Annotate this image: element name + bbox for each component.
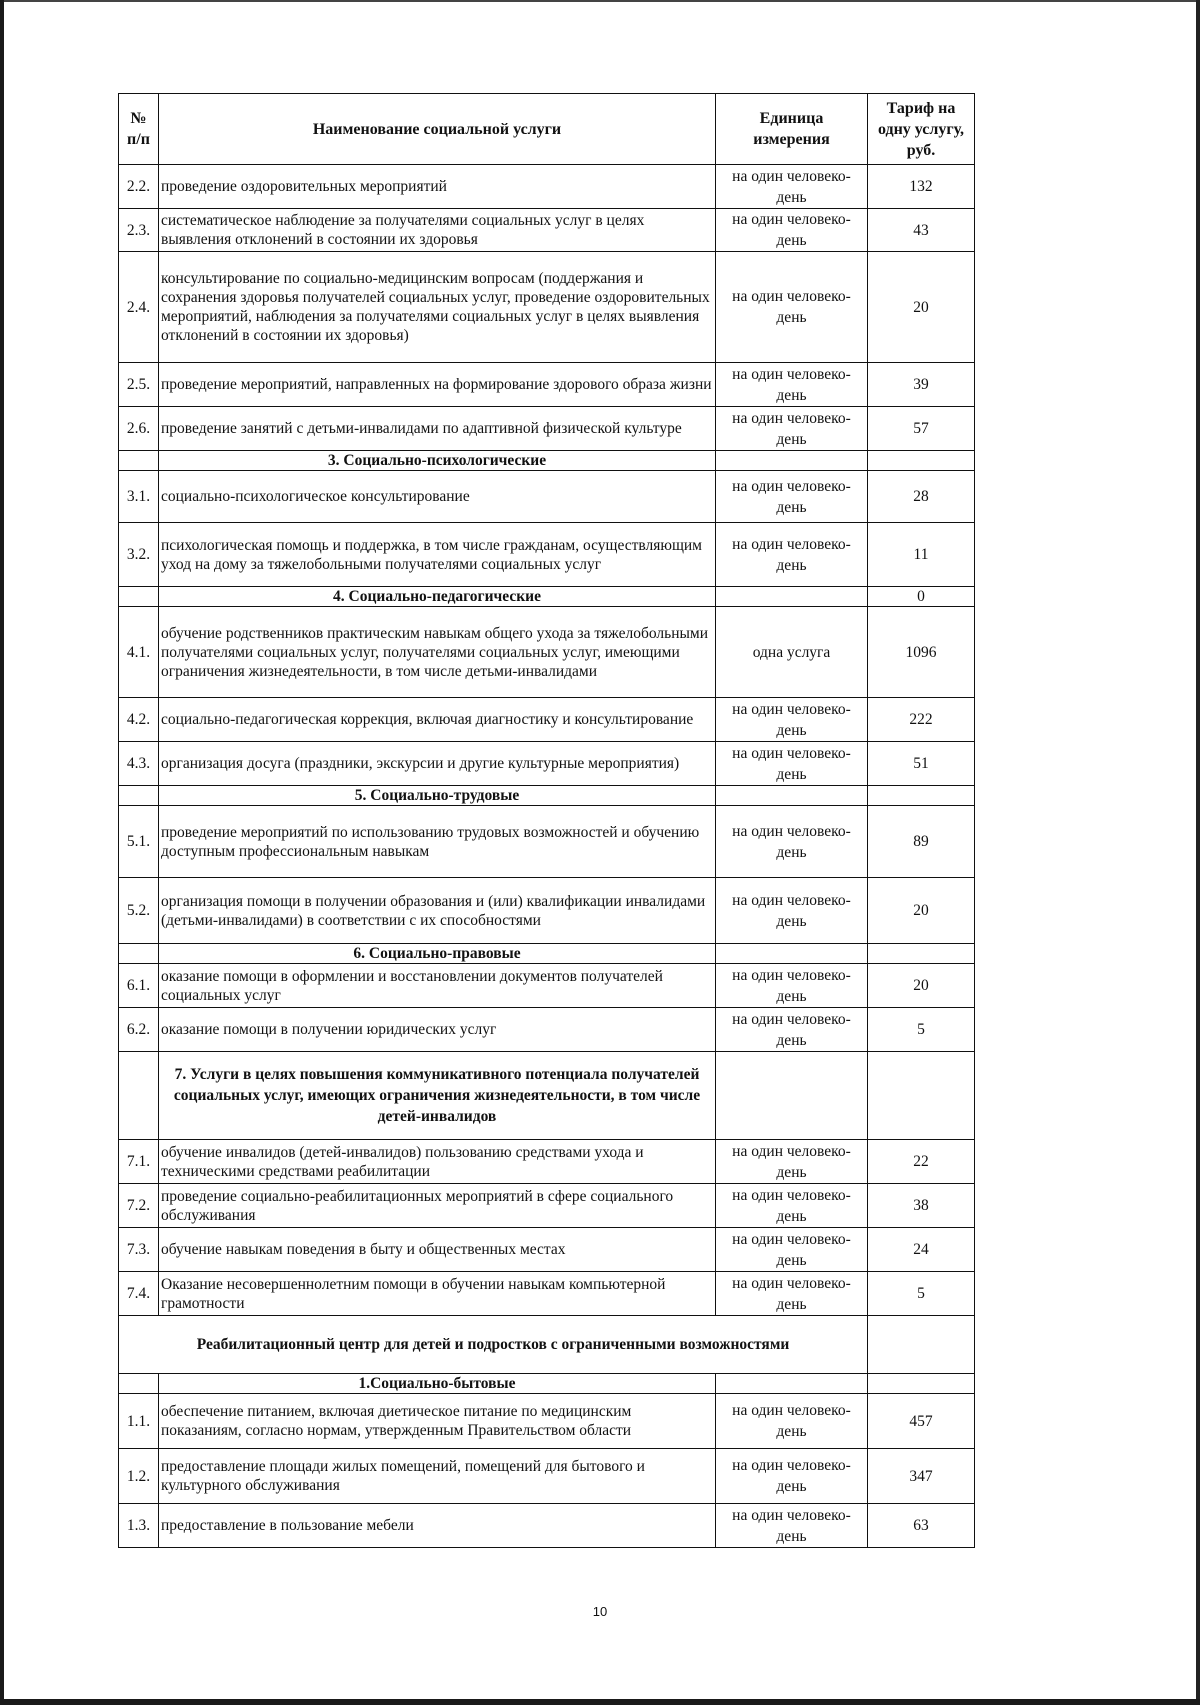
- row-number: 2.3.: [119, 209, 159, 252]
- tariff-value: 38: [868, 1184, 975, 1228]
- section-row: [119, 1052, 975, 1140]
- table-row: [119, 878, 975, 944]
- service-name: проведение мероприятий, направленных на формирование здорового образа жизни: [159, 363, 716, 407]
- row-number: 3.2.: [119, 523, 159, 587]
- tariff-value: 222: [868, 698, 975, 742]
- row-number: 2.5.: [119, 363, 159, 407]
- section-title: 4. Социально-педагогические: [159, 587, 716, 607]
- row-number: 1.2.: [119, 1449, 159, 1504]
- unit-of-measure: на один человеко- день: [716, 1140, 868, 1184]
- unit-of-measure: на один человеко- день: [716, 363, 868, 407]
- service-name: предоставление в пользование мебели: [159, 1504, 716, 1548]
- page-number: 10: [592, 1604, 608, 1619]
- tariff-value: 39: [868, 363, 975, 407]
- section-title: 6. Социально-правовые: [159, 944, 716, 964]
- row-number: 2.2.: [119, 165, 159, 209]
- tariff-value: 63: [868, 1504, 975, 1548]
- section-unit-cell: [716, 786, 868, 806]
- table-body: [119, 165, 975, 1548]
- section-number-cell: [119, 451, 159, 471]
- row-number: 3.1.: [119, 471, 159, 523]
- row-number: 6.1.: [119, 964, 159, 1008]
- tariff-value: 43: [868, 209, 975, 252]
- section-title: 5. Социально-трудовые: [159, 786, 716, 806]
- section-number-cell: [119, 1052, 159, 1140]
- organization-row: [119, 1316, 975, 1374]
- service-name: социально-психологическое консультирование: [159, 471, 716, 523]
- table-row: [119, 1228, 975, 1272]
- row-number: 7.2.: [119, 1184, 159, 1228]
- table-row: [119, 806, 975, 878]
- row-number: 2.4.: [119, 252, 159, 363]
- service-name: проведение занятий с детьми-инвалидами по адаптивной физической культуре: [159, 407, 716, 451]
- unit-of-measure: на один человеко- день: [716, 698, 868, 742]
- row-number: 7.3.: [119, 1228, 159, 1272]
- section-row: [119, 587, 975, 607]
- section-tariff-cell: 0: [868, 587, 975, 607]
- section-unit-cell: [716, 587, 868, 607]
- table-row: [119, 1272, 975, 1316]
- unit-of-measure: на один человеко- день: [716, 1228, 868, 1272]
- table-row: [119, 964, 975, 1008]
- table-row: [119, 363, 975, 407]
- section-row: [119, 1374, 975, 1394]
- service-name: социально-педагогическая коррекция, включая диагностику и консультирование: [159, 698, 716, 742]
- row-number: 7.1.: [119, 1140, 159, 1184]
- table-row: [119, 209, 975, 252]
- header-unit: Единица измерения: [716, 94, 868, 165]
- service-name: обучение инвалидов (детей-инвалидов) пользованию средствами ухода и техническими средствами реабилитации: [159, 1140, 716, 1184]
- row-number: 1.3.: [119, 1504, 159, 1548]
- service-name: консультирование по социально-медицинским вопросам (поддержания и сохранения здоровья получателей социальных услуг, проведение оздоровительных мероприятий, наблюдения за получателями социальных услуг в целях выявления отклонений в состоянии их здоровья): [159, 252, 716, 363]
- service-name: проведение социально-реабилитационных мероприятий в сфере социального обслуживания: [159, 1184, 716, 1228]
- tariff-value: 20: [868, 964, 975, 1008]
- row-number: 2.6.: [119, 407, 159, 451]
- table-row: [119, 252, 975, 363]
- tariff-value: 132: [868, 165, 975, 209]
- service-name: оказание помощи в получении юридических услуг: [159, 1008, 716, 1052]
- table-row: [119, 698, 975, 742]
- service-name: организация помощи в получении образования и (или) квалификации инвалидами (детьми-инвалидами) в соответствии с их способностями: [159, 878, 716, 944]
- section-number-cell: [119, 944, 159, 964]
- unit-of-measure: на один человеко- день: [716, 1008, 868, 1052]
- unit-of-measure: на один человеко- день: [716, 964, 868, 1008]
- service-name: проведение мероприятий по использованию трудовых возможностей и обучению доступным профессиональным навыкам: [159, 806, 716, 878]
- unit-of-measure: на один человеко- день: [716, 878, 868, 944]
- organization-title: Реабилитационный центр для детей и подростков с ограниченными возможностями: [119, 1316, 868, 1374]
- table-row: [119, 165, 975, 209]
- table-row: [119, 407, 975, 451]
- section-tariff-cell: [868, 944, 975, 964]
- table-row: [119, 742, 975, 786]
- unit-of-measure: на один человеко- день: [716, 209, 868, 252]
- unit-of-measure: на один человеко- день: [716, 1504, 868, 1548]
- table-row: [119, 1140, 975, 1184]
- service-name: оказание помощи в оформлении и восстановлении документов получателей социальных услуг: [159, 964, 716, 1008]
- unit-of-measure: на один человеко- день: [716, 407, 868, 451]
- service-name: систематическое наблюдение за получателями социальных услуг в целях выявления отклонений в состоянии их здоровья: [159, 209, 716, 252]
- section-row: [119, 451, 975, 471]
- tariff-value: 28: [868, 471, 975, 523]
- row-number: 1.1.: [119, 1394, 159, 1449]
- unit-of-measure: на один человеко- день: [716, 806, 868, 878]
- header-name: Наименование социальной услуги: [159, 94, 716, 165]
- tariff-value: 1096: [868, 607, 975, 698]
- section-number-cell: [119, 1374, 159, 1394]
- unit-of-measure: на один человеко- день: [716, 165, 868, 209]
- unit-of-measure: на один человеко- день: [716, 523, 868, 587]
- table-row: [119, 1184, 975, 1228]
- tariff-value: 20: [868, 252, 975, 363]
- section-unit-cell: [716, 451, 868, 471]
- unit-of-measure: на один человеко- день: [716, 1272, 868, 1316]
- tariff-value: 24: [868, 1228, 975, 1272]
- tariff-value: 51: [868, 742, 975, 786]
- section-row: [119, 786, 975, 806]
- section-number-cell: [119, 587, 159, 607]
- unit-of-measure: одна услуга: [716, 607, 868, 698]
- scan-edge-top: [0, 0, 1200, 2]
- header-num: № п/п: [119, 94, 159, 165]
- tariff-value: 22: [868, 1140, 975, 1184]
- section-tariff-cell: [868, 1374, 975, 1394]
- service-name: проведение оздоровительных мероприятий: [159, 165, 716, 209]
- tariff-value: 457: [868, 1394, 975, 1449]
- row-number: 4.3.: [119, 742, 159, 786]
- row-number: 4.1.: [119, 607, 159, 698]
- service-name: обеспечение питанием, включая диетическое питание по медицинским показаниям, согласно нормам, утвержденным Правительством области: [159, 1394, 716, 1449]
- section-tariff-cell: [868, 451, 975, 471]
- table-row: [119, 1504, 975, 1548]
- table-row: [119, 607, 975, 698]
- section-unit-cell: [716, 1052, 868, 1140]
- table-row: [119, 1008, 975, 1052]
- section-unit-cell: [716, 944, 868, 964]
- section-title: 1.Социально-бытовые: [159, 1374, 716, 1394]
- tariff-value: 89: [868, 806, 975, 878]
- row-number: 6.2.: [119, 1008, 159, 1052]
- table-header-row: [119, 94, 975, 165]
- section-unit-cell: [716, 1374, 868, 1394]
- table-row: [119, 471, 975, 523]
- row-number: 7.4.: [119, 1272, 159, 1316]
- scan-edge-bottom: [0, 1699, 1200, 1705]
- service-name: предоставление площади жилых помещений, помещений для бытового и культурного обслуживания: [159, 1449, 716, 1504]
- unit-of-measure: на один человеко- день: [716, 471, 868, 523]
- unit-of-measure: на один человеко- день: [716, 1184, 868, 1228]
- table-row: [119, 1449, 975, 1504]
- table-row: [119, 523, 975, 587]
- row-number: 5.2.: [119, 878, 159, 944]
- unit-of-measure: на один человеко- день: [716, 742, 868, 786]
- service-name: Оказание несовершеннолетним помощи в обучении навыкам компьютерной грамотности: [159, 1272, 716, 1316]
- scan-edge-left: [0, 0, 4, 1705]
- service-name: психологическая помощь и поддержка, в том числе гражданам, осуществляющим уход на дому за тяжелобольными получателями социальных услуг: [159, 523, 716, 587]
- tariff-table: [118, 93, 975, 1548]
- section-row: [119, 944, 975, 964]
- section-number-cell: [119, 786, 159, 806]
- section-title: 7. Услуги в целях повышения коммуникативного потенциала получателей социальных услуг, имеющих ограничения жизнедеятельности, в том числе детей-инвалидов: [159, 1052, 716, 1140]
- service-name: обучение родственников практическим навыкам общего ухода за тяжелобольными получателями социальных услуг, получателями социальных услуг, имеющими ограничения жизнедеятельности, в том числе детьми-инвалидами: [159, 607, 716, 698]
- header-tariff: Тариф на одну услугу, руб.: [868, 94, 975, 165]
- service-name: обучение навыкам поведения в быту и общественных местах: [159, 1228, 716, 1272]
- tariff-value: 347: [868, 1449, 975, 1504]
- organization-tariff-cell: [868, 1316, 975, 1374]
- unit-of-measure: на один человеко- день: [716, 252, 868, 363]
- table-row: [119, 1394, 975, 1449]
- tariff-value: 20: [868, 878, 975, 944]
- section-tariff-cell: [868, 1052, 975, 1140]
- section-title: 3. Социально-психологические: [159, 451, 716, 471]
- tariff-value: 5: [868, 1008, 975, 1052]
- row-number: 5.1.: [119, 806, 159, 878]
- unit-of-measure: на один человеко- день: [716, 1394, 868, 1449]
- section-tariff-cell: [868, 786, 975, 806]
- unit-of-measure: на один человеко- день: [716, 1449, 868, 1504]
- tariff-value: 57: [868, 407, 975, 451]
- scan-edge-right: [1196, 0, 1200, 1705]
- tariff-value: 5: [868, 1272, 975, 1316]
- tariff-value: 11: [868, 523, 975, 587]
- service-name: организация досуга (праздники, экскурсии и другие культурные мероприятия): [159, 742, 716, 786]
- row-number: 4.2.: [119, 698, 159, 742]
